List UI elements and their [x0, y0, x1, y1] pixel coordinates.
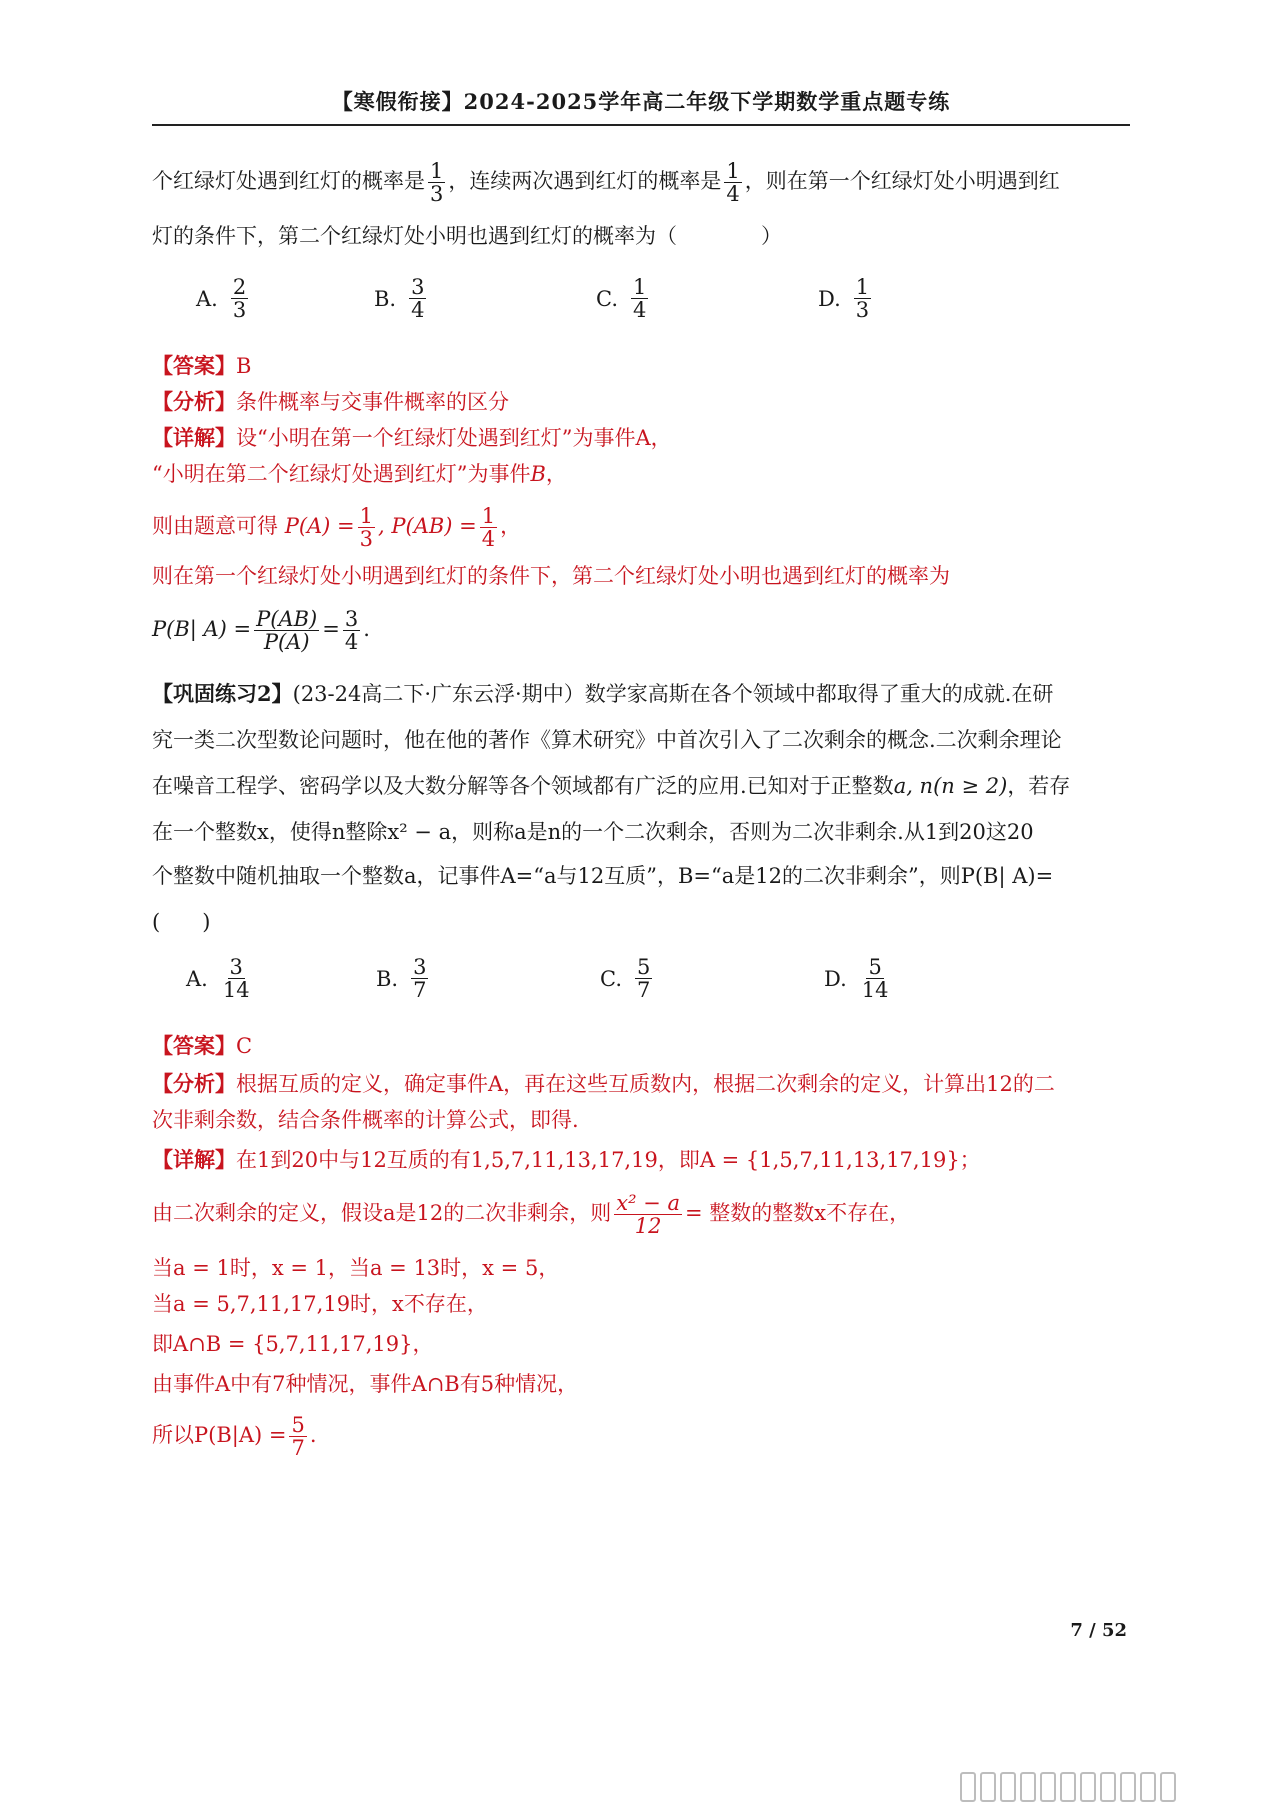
q2-line6: ( )	[152, 910, 211, 934]
detail3-pre: 则由题意可得	[152, 514, 278, 539]
q1-options	[196, 276, 1096, 336]
q2-tag: 【巩固练习2】	[152, 681, 293, 706]
q1-option-a[interactable]	[196, 276, 251, 321]
option-label: D.	[818, 286, 841, 311]
q2-line1	[152, 680, 1136, 708]
q1-frac2-num: 1	[726, 159, 740, 183]
q2-detail-7	[152, 1414, 1136, 1459]
q1-detail-1	[152, 424, 1136, 452]
analysis-text: 条件概率与交事件概率的区分	[236, 390, 509, 414]
frac-den: 7	[291, 1436, 305, 1461]
q1-text-c: ，则在第一个红绿灯处小明遇到红	[744, 169, 1060, 194]
option-label: B.	[374, 286, 397, 311]
option-frac	[409, 276, 426, 321]
detail7-pre: 所以P(B|A) =	[152, 1423, 287, 1448]
detail5-lhs: P(B| A) =	[152, 617, 252, 642]
q2-option-a[interactable]	[186, 956, 255, 1001]
frac-num: 1	[359, 504, 374, 528]
frac-num: 1	[481, 504, 496, 528]
q1-detail-2	[152, 460, 1136, 488]
option-frac	[411, 956, 428, 1001]
analysis-tag: 【分析】	[152, 389, 236, 414]
page-number: 7 / 52	[1070, 1620, 1127, 1641]
detail2-text: “小明在第二个红绿灯处遇到红灯”为事件	[152, 462, 531, 486]
detail7-end: .	[309, 1423, 317, 1448]
option-label: A.	[186, 966, 208, 991]
q1-frac1-num: 1	[430, 159, 444, 183]
option-num: 3	[413, 955, 427, 979]
detail2-pre: 由二次剩余的定义，假设a是12的二次非剩余，则	[152, 1201, 612, 1226]
option-label: C.	[600, 966, 622, 991]
option-den: 3	[232, 298, 247, 323]
frac-den: 12	[634, 1214, 662, 1239]
q1-option-b[interactable]	[374, 276, 429, 321]
q2-line3	[152, 772, 1136, 800]
q2-line2: 究一类二次型数论问题时，他在他的著作《算术研究》中首次引入了二次剩余的概念.二次剩余理论	[152, 728, 1062, 752]
q2-detail-4: 当a = 5,7,11,17,19时，x不存在，	[152, 1292, 488, 1316]
q2-line3-math: a, n(n ≥ 2)	[893, 774, 1008, 798]
q2-text: (23-24高二下·广东云浮·期中）数学家高斯在各个领域中都取得了重大的成就.在研	[292, 682, 1054, 706]
frac-den: 4	[344, 630, 359, 655]
frac-num: 5	[291, 1413, 305, 1437]
q2-analysis-2: 次非剩余数，结合条件概率的计算公式，即得.	[152, 1108, 579, 1132]
frac-num: x² − a	[616, 1191, 680, 1215]
q2-analysis-1	[152, 1070, 1136, 1098]
option-frac	[635, 956, 652, 1001]
detail3-pab-frac	[480, 505, 497, 550]
option-den: 4	[633, 298, 647, 323]
answer-tag: 【答案】	[152, 353, 236, 378]
option-label: D.	[824, 966, 847, 991]
q2-option-b[interactable]	[376, 956, 431, 1001]
option-den: 7	[413, 978, 427, 1003]
detail5-eq: =	[322, 617, 340, 642]
option-num: 5	[637, 955, 651, 979]
q2-detail-6: 由事件A中有7种情况，事件A∩B有5种情况，	[152, 1372, 579, 1396]
page-header: 【寒假衔接】2024-2025学年高二年级下学期数学重点题专练	[331, 89, 951, 114]
q2-option-d[interactable]	[824, 956, 894, 1001]
option-num: 1	[855, 275, 870, 299]
detail5-res	[343, 608, 360, 653]
q2-line4: 在一个整数x，使得n整除x² − a，则称a是n的一个二次剩余，否则为二次非剩余.从1到20这20	[152, 820, 1034, 844]
option-num: 1	[633, 275, 647, 299]
option-frac	[860, 956, 891, 1001]
q1-option-c[interactable]	[596, 276, 651, 321]
q2-answer	[152, 1032, 1136, 1060]
detail3-pa-frac	[358, 505, 375, 550]
option-num: 3	[411, 275, 425, 299]
q1-text-a: 个红绿灯处遇到红灯的概率是	[152, 169, 425, 194]
q1-answer	[152, 352, 1136, 380]
q1-frac2	[724, 160, 741, 205]
option-label: B.	[376, 966, 399, 991]
answer-value: C	[236, 1034, 253, 1058]
option-num: 3	[229, 955, 243, 979]
detail-text: 设“小明在第一个红绿灯处遇到红灯”为事件A，	[236, 426, 672, 450]
q1-detail-5	[152, 608, 1136, 653]
q1-frac1-den: 3	[430, 182, 444, 207]
q2-detail-3: 当a = 1时，x = 1，当a = 13时，x = 5，	[152, 1256, 560, 1280]
q1-detail-4: 则在第一个红绿灯处小明遇到红灯的条件下，第二个红绿灯处小明也遇到红灯的概率为	[152, 564, 950, 588]
frac-den: 3	[359, 527, 374, 552]
q2-detail-1	[152, 1146, 1136, 1174]
detail5-frac	[254, 608, 319, 653]
option-den: 14	[861, 978, 889, 1003]
option-label: A.	[196, 286, 218, 311]
q1-frac1	[428, 160, 445, 205]
q2-line3-end: ，若存	[1007, 774, 1071, 798]
q2-detail-5: 即A∩B = {5,7,11,17,19}，	[152, 1332, 434, 1356]
q2-line3-text: 在噪音工程学、密码学以及大数分解等各个领域都有广泛的应用.已知对于正整数	[152, 774, 894, 798]
answer-tag: 【答案】	[152, 1033, 236, 1058]
q1-line1	[152, 160, 1136, 205]
detail-tag: 【详解】	[152, 425, 236, 450]
q2-options	[186, 956, 1086, 1016]
frac-num: 3	[344, 607, 359, 631]
watermark-bars	[960, 1772, 1250, 1802]
detail2-post: = 整数的整数x不存在，	[684, 1201, 911, 1226]
q1-analysis	[152, 388, 1136, 416]
detail5-end: .	[363, 617, 370, 642]
option-den: 3	[855, 298, 870, 323]
q1-detail-3	[152, 505, 1136, 550]
detail3-pa: P(A) =	[284, 514, 355, 539]
option-num: 5	[868, 955, 882, 979]
option-den: 14	[222, 978, 250, 1003]
q2-option-c[interactable]	[600, 956, 655, 1001]
option-frac	[631, 276, 648, 321]
q1-line2: 灯的条件下，第二个红绿灯处小明也遇到红灯的概率为（ ）	[152, 224, 782, 248]
option-num: 2	[232, 275, 247, 299]
answer-value: B	[236, 354, 252, 378]
option-frac	[231, 276, 248, 321]
frac-num: P(AB)	[256, 607, 318, 631]
q2-line5: 个整数中随机抽取一个整数a，记事件A=“a与12互质”，B=“a是12的二次非剩余”，则P(B| A)=	[152, 864, 1054, 888]
detail-text: 在1到20中与12互质的有1,5,7,11,13,17,19，即A = {1,5,7,11,13,17,19}；	[236, 1148, 981, 1172]
detail-tag: 【详解】	[152, 1147, 236, 1172]
header-rule	[152, 124, 1130, 126]
detail3-end: ，	[500, 514, 522, 539]
option-label: C.	[596, 286, 618, 311]
analysis-text: 根据互质的定义，确定事件A，再在这些互质数内，根据二次剩余的定义，计算出12的二	[236, 1072, 1055, 1096]
detail3-pab: , P(AB) =	[378, 514, 477, 539]
option-den: 7	[637, 978, 651, 1003]
q2-detail-2	[152, 1192, 1136, 1237]
analysis-tag: 【分析】	[152, 1071, 236, 1096]
detail2-frac	[614, 1192, 682, 1237]
detail2-end: ，	[545, 462, 567, 486]
option-den: 4	[411, 298, 425, 323]
detail2-b: B	[530, 462, 546, 486]
option-frac	[854, 276, 871, 321]
q1-option-d[interactable]	[818, 276, 874, 321]
frac-den: P(A)	[263, 630, 310, 655]
option-frac	[221, 956, 252, 1001]
q1-frac2-den: 4	[726, 182, 740, 207]
q1-text-b: ，连续两次遇到红灯的概率是	[448, 169, 722, 194]
detail7-frac	[289, 1414, 306, 1459]
frac-den: 4	[481, 527, 496, 552]
